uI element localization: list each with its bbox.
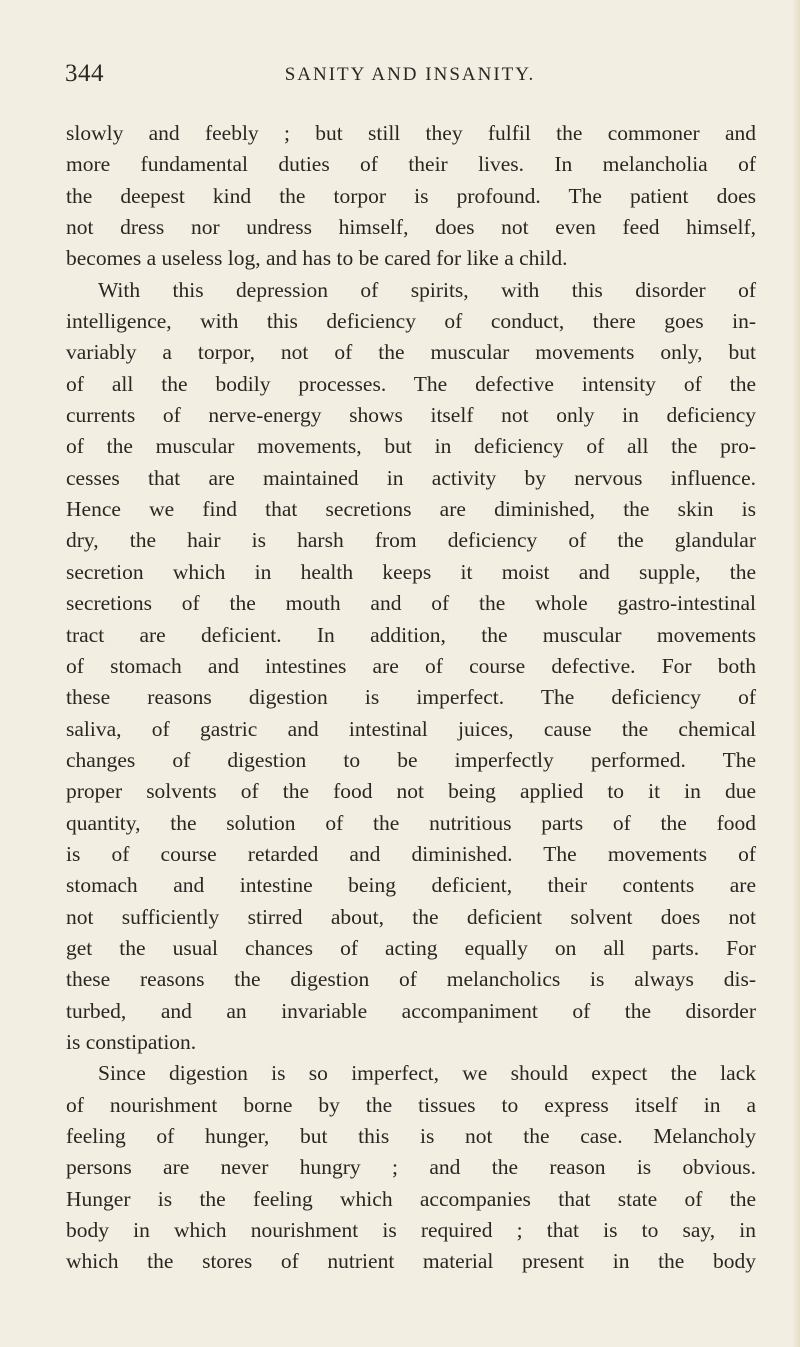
page-number: 344 <box>65 60 104 87</box>
text-line: these reasons the digestion of melancholics is always dis- <box>66 967 756 992</box>
text-line: Hunger is the feeling which accompanies that state of the <box>66 1186 756 1211</box>
page-header <box>65 60 755 100</box>
text-line: secretions of the mouth and of the whole gastro-intestinal <box>66 591 756 616</box>
text-line: stomach and intestine being deficient, their contents are <box>66 873 756 898</box>
paragraph-start-line: Since digestion is so imperfect, we should expect the lack <box>98 1061 756 1086</box>
text-line: currents of nerve-energy shows itself not only in deficiency <box>66 403 756 428</box>
text-line: these reasons digestion is imperfect. The deficiency of <box>66 685 756 710</box>
text-line: intelligence, with this deficiency of conduct, there goes in- <box>66 309 756 334</box>
text-line: slowly and feebly ; but still they fulfil the commoner and <box>66 121 756 145</box>
text-line: of the muscular movements, but in deficiency of all the pro- <box>66 434 756 459</box>
text-line: the deepest kind the torpor is profound. The patient does <box>66 183 756 208</box>
text-line: secretion which in health keeps it moist and supple, the <box>66 559 756 584</box>
text-line: which the stores of nutrient material present in the body <box>66 1249 756 1274</box>
paragraph-start-line: With this depression of spirits, with this disorder of <box>98 277 756 302</box>
text-line: of nourishment borne by the tissues to express itself in a <box>66 1092 756 1117</box>
text-line: body in which nourishment is required ; that is to say, in <box>66 1218 756 1243</box>
text-line: get the usual chances of acting equally on all parts. For <box>66 935 756 960</box>
text-line: more fundamental duties of their lives. In melancholia of <box>66 152 756 177</box>
text-line: changes of digestion to be imperfectly performed. The <box>66 747 756 772</box>
text-line: Hence we find that secretions are diminished, the skin is <box>66 497 756 522</box>
text-line: of stomach and intestines are of course defective. For both <box>66 653 756 678</box>
body-text <box>66 118 756 1278</box>
text-line: not dress nor undress himself, does not even feed himself, <box>66 215 756 240</box>
text-line: becomes a useless log, and has to be cared for like a child. <box>66 246 568 271</box>
text-line: persons are never hungry ; and the reason is obvious. <box>66 1155 756 1180</box>
text-line: dry, the hair is harsh from deficiency of the glandular <box>66 528 756 553</box>
text-line: variably a torpor, not of the muscular movements only, but <box>66 340 756 365</box>
text-line: is constipation. <box>66 1029 197 1054</box>
text-line: not sufficiently stirred about, the deficient solvent does not <box>66 904 756 929</box>
text-line: is of course retarded and diminished. The movements of <box>66 841 756 866</box>
text-line: cesses that are maintained in activity by nervous influence. <box>66 465 756 490</box>
text-line: quantity, the solution of the nutritious parts of the food <box>66 810 756 835</box>
page-edge-shadow <box>792 0 800 1347</box>
running-head: SANITY AND INSANITY. <box>284 64 536 85</box>
text-line: turbed, and an invariable accompaniment of the disorder <box>66 998 756 1023</box>
text-line: feeling of hunger, but this is not the case. Melancholy <box>66 1124 756 1148</box>
text-line: tract are deficient. In addition, the muscular movements <box>66 622 756 647</box>
text-line: proper solvents of the food not being applied to it in due <box>66 779 756 804</box>
text-line: saliva, of gastric and intestinal juices, cause the chemical <box>66 716 756 741</box>
text-line: of all the bodily processes. The defective intensity of the <box>66 371 756 396</box>
